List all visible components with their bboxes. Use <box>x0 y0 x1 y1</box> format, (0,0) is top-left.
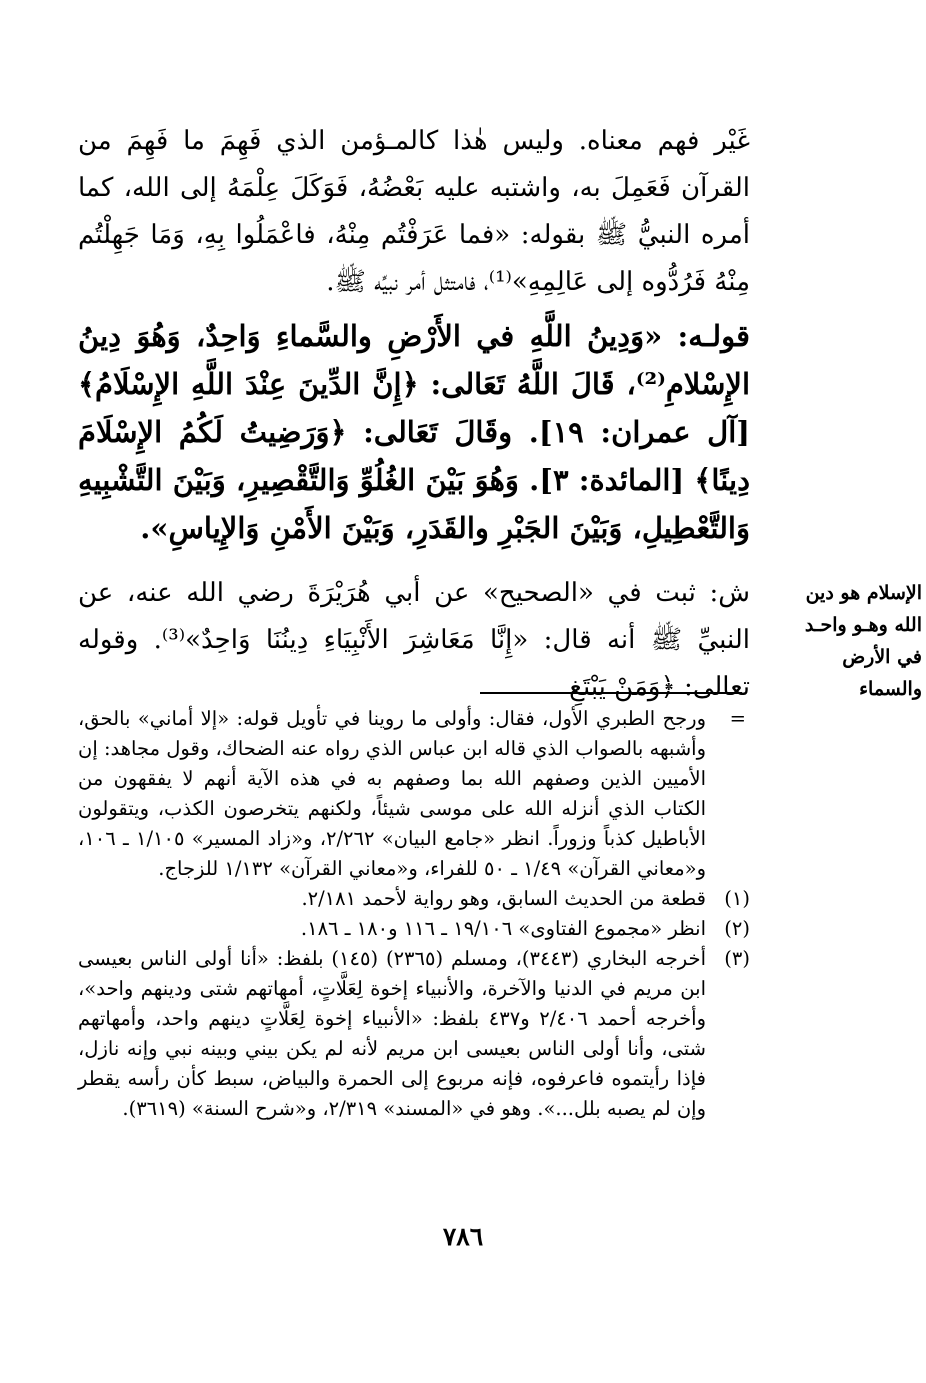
footnote-number: (١) <box>724 887 750 910</box>
footnote-continuation <box>78 704 750 884</box>
sharh-paragraph: ش: ثبت في «الصحيح» عن أبي هُرَيْرَةَ رضي الله عنه، عن النبيِّ ﷺ أنه قال: «إِنَّا مَعَاشِرَ الأَنْبِيَاءِ دِينُنَا وَاحِدٌ»⁽³⁾. وقوله تعالى: ﴿وَمَنْ يَبْتَغِ <box>78 578 750 702</box>
footnote-number: (٣) <box>724 947 750 970</box>
matn-quote <box>78 312 750 552</box>
footnote-3 <box>78 944 750 1124</box>
footnotes <box>78 704 750 1124</box>
continuation-marker: = <box>729 707 746 730</box>
quote-text: «وَدِينُ اللَّهِ في الأَرْضِ والسَّماءِ وَاحِدٌ، وَهُوَ دِينُ الإِسْلامِ⁽²⁾، قَالَ اللَّهُ تَعَالى: ﴿إِنَّ الدِّينَ عِنْدَ اللَّهِ الإِسْلَامُ﴾ [آل عمران: ١٩]. وقَالَ تَعَالى: ﴿وَرَضِيتُ لَكُمُ الإِسْلَامَ دِينًا﴾ [المائدة: ٣]. وَهُوَ بَيْنَ الغُلُوِّ وَالتَّقْصِيرِ، وَبَيْنَ التَّشْبِيهِ وَالتَّعْطِيلِ، وَبَيْنَ الجَبْرِ والقَدَرِ، وَبَيْنَ الأَمْنِ وَالإِياسِ». <box>78 319 750 545</box>
footnote-separator <box>480 692 742 694</box>
footnote-2 <box>78 914 750 944</box>
body-paragraph-1: غَيْر فهم معناه. وليس هٰذا كالمـؤمن الذي فَهِمَ ما فَهِمَ من القرآن فَعَمِلَ به، واشتبه عليه بَعْضُهُ، فَوَكَلَ عِلْمَهُ إلى الله، كما أمره النبيُّ ﷺ بقوله: «فما عَرَفْتُم مِنْهُ، فاعْمَلُوا بِهِ، وَمَا جَهِلْتُم مِنْهُ فَرُدُّوه إلى عَالِمِهِ»⁽¹⁾، فامتثل أمر نبيِّه ﷺ. <box>78 126 750 297</box>
footnote-text: قطعة من الحديث السابق، وهو رواية لأحمد ٢/١٨١. <box>301 887 706 910</box>
quote-label: قولـه: <box>677 319 750 353</box>
footnote-number: (٢) <box>724 917 750 940</box>
footnote-text: انظر «مجموع الفتاوى» ١٩/١٠٦ ـ ١١٦ و١٨٠ ـ ١٨٦. <box>300 917 706 940</box>
page-number: ٧٨٦ <box>442 1222 484 1251</box>
footnote-text: أخرجه البخاري (٣٤٤٣)، ومسلم (٢٣٦٥) (١٤٥) بلفظ: «أنا أولى الناس بعيسى ابن مريم في الدنيا والآخرة، والأنبياء إخوة لِعَلَّاتٍ، أمهاتهم شتى ودينهم واحد»، وأخرجه أحمد ٢/٤٠٦ و٤٣٧ بلفظ: «الأنبياء إخوة لِعَلَّاتٍ دينهم واحد، وأمهاتهم شتى، وأنا أولى الناس بعيسى ابن مريم لأنه لم يكن بيني وبينه نبي وإنه نازل، فإذا رأيتموه فاعرفوه، فإنه مربوع إلى الحمرة والبياض، سبط كأن رأسه يقطر وإن لم يصبه بلل...». وهو في «المسند» ٢/٣١٩، و«شرح السنة» (٣٦١٩). <box>78 947 706 1120</box>
continuation-text: ورجح الطبري الأول، فقال: وأولى ما روينا في تأويل قوله: «إلا أماني» بالحق، وأشبهه بالصواب الذي قاله ابن عباس الذي رواه عنه الضحاك، وقول مجاهد: إن الأميين الذين وصفهم الله بما وصفهم به في هذه الآية أنهم لا يفقهون من الكتاب الذي أنزله الله على موسى شيئاً، ولكنهم يتخرصون الكذب، ويتقولون الأباطيل كذباً وزوراً. انظر «جامع البيان» ٢/٢٦٢، و«زاد المسير» ١/١٠٥ ـ ١٠٦، و«معاني القرآن» ١/٤٩ ـ ٥٠ للفراء، و«معاني القرآن» ١/١٣٢ للزجاج. <box>78 707 706 880</box>
margin-note: الإسلام هو دين الله وهـو واحـد في الأرض والسماء <box>804 582 922 700</box>
footnote-1 <box>78 884 750 914</box>
